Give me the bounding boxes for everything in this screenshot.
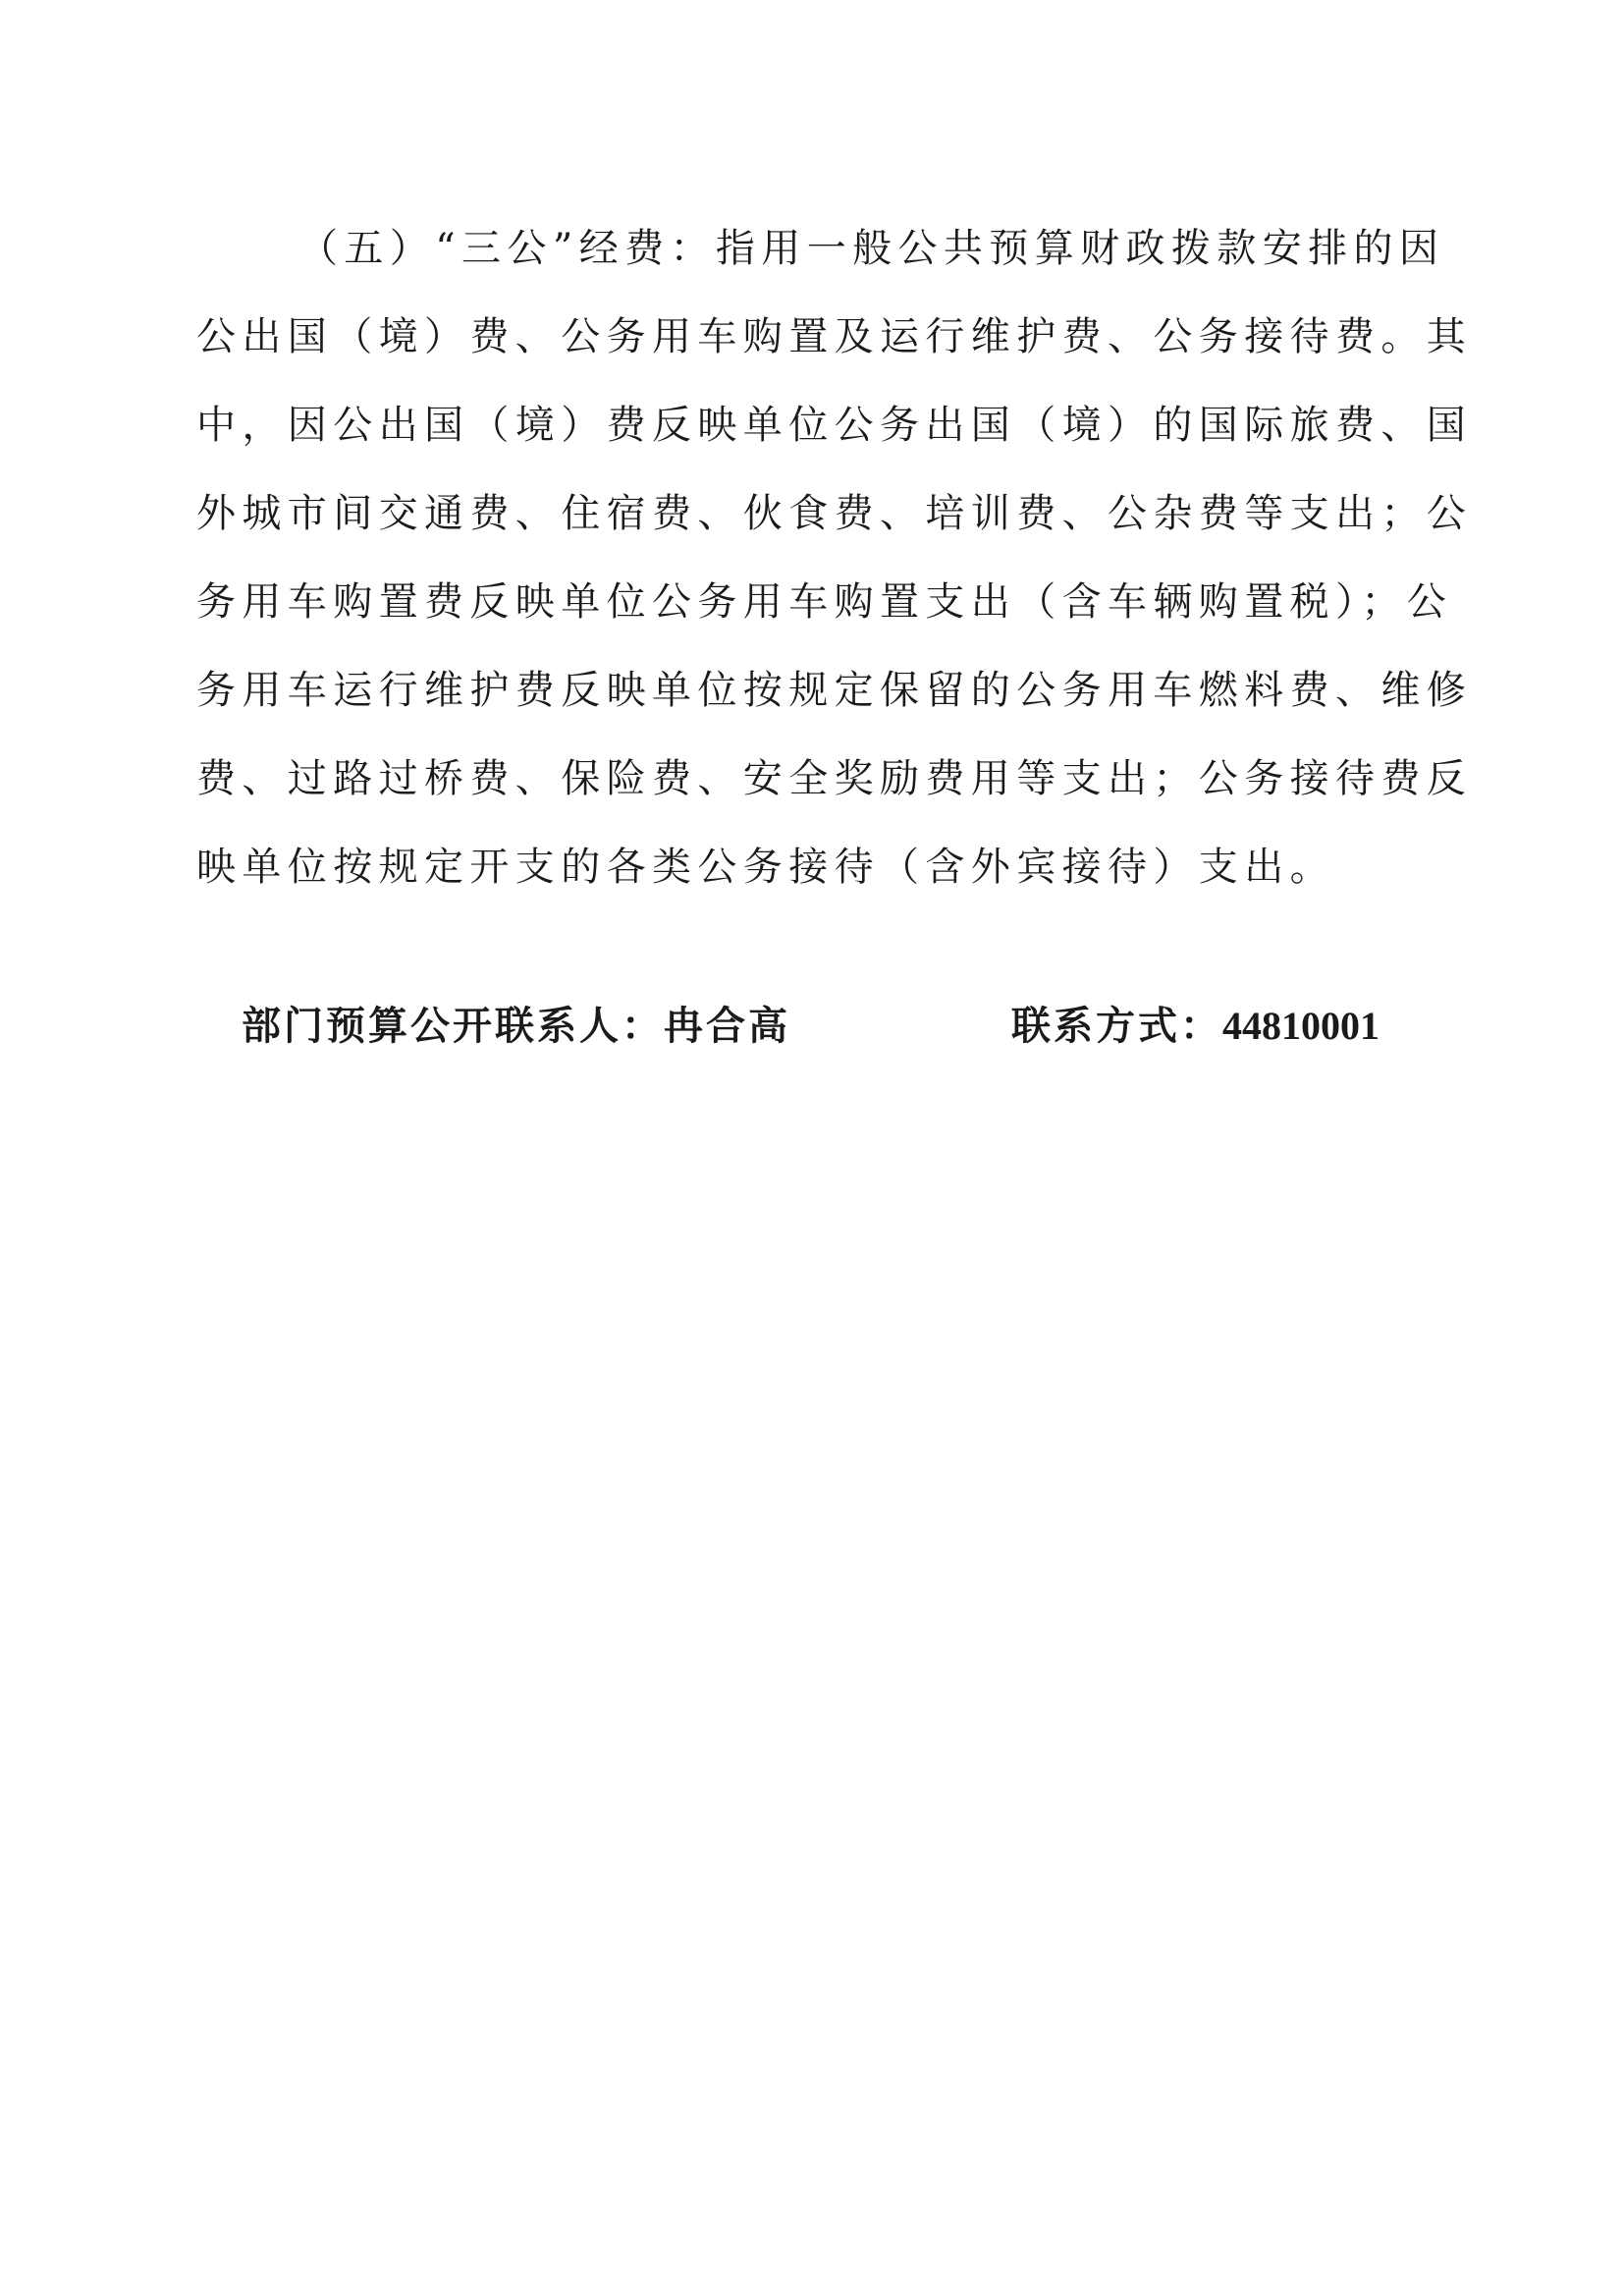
contact-person-name: 冉合高 — [664, 1003, 790, 1049]
budget-contact-person — [242, 992, 790, 1061]
contact-phone-label: 联系方式： — [1011, 1003, 1222, 1049]
paragraph-line: 映单位按规定开支的各类公务接待（含外宾接待）支出。 — [196, 845, 1335, 890]
contact-person-label: 部门预算公开联系人： — [242, 1003, 664, 1049]
paragraph-line: 务用车运行维护费反映单位按规定保留的公务用车燃料费、维修 — [196, 668, 1473, 713]
contact-phone-number: 44810001 — [1222, 1004, 1380, 1048]
paragraph-line: （五）“三公”经费：指用一般公共预算财政拨款安排的因 — [298, 226, 1445, 271]
paragraph-line: 务用车购置费反映单位公务用车购置支出（含车辆购置税）；公 — [196, 579, 1453, 625]
paragraph-line: 外城市间交通费、住宿费、伙食费、培训费、公杂费等支出；公 — [196, 491, 1473, 536]
three-public-expenses-paragraph — [196, 204, 1473, 911]
budget-contact-phone — [1011, 992, 1380, 1061]
paragraph-line: 中，因公出国（境）费反映单位公务出国（境）的国际旅费、国 — [196, 403, 1473, 448]
paragraph-line: 费、过路过桥费、保险费、安全奖励费用等支出；公务接待费反 — [196, 756, 1473, 801]
paragraph-line: 公出国（境）费、公务用车购置及运行维护费、公务接待费。其 — [196, 314, 1473, 359]
